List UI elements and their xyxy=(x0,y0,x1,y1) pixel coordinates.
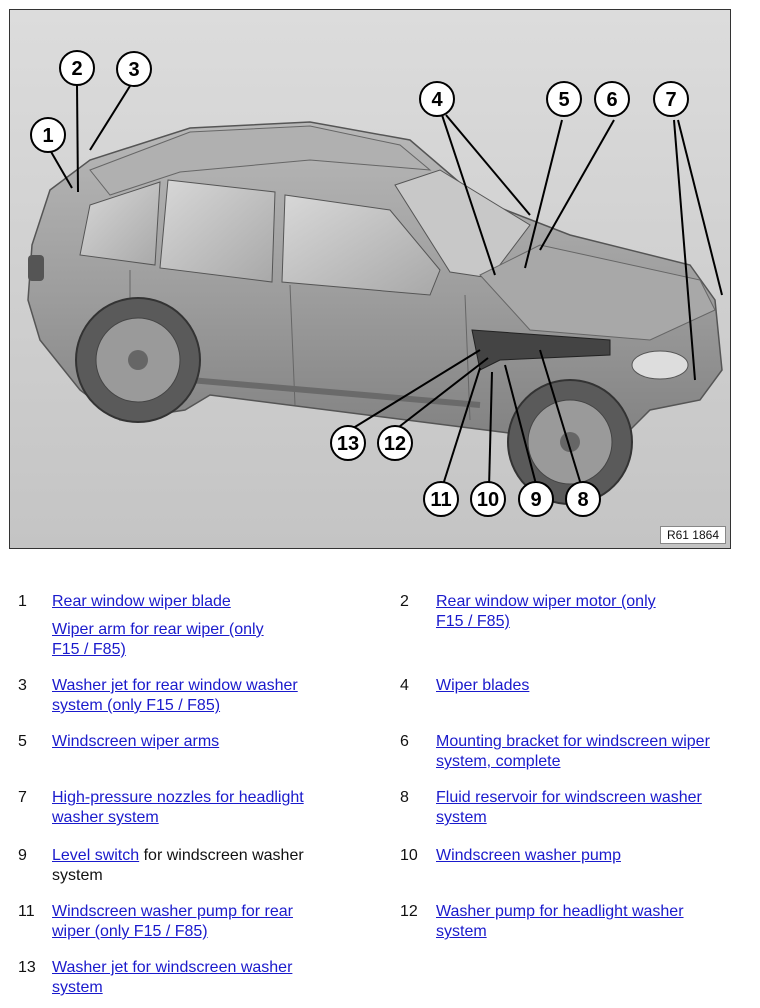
legend-number: 6 xyxy=(400,733,409,750)
svg-text:7: 7 xyxy=(665,89,677,111)
svg-text:13: 13 xyxy=(336,433,360,455)
callout-10 xyxy=(471,482,505,516)
legend-link[interactable]: F15 / F85) xyxy=(52,641,126,658)
level-switch-link[interactable]: Level switch xyxy=(52,847,140,864)
legend-link[interactable]: system (only F15 / F85) xyxy=(52,697,221,714)
legend-link[interactable]: Washer jet for rear window washer xyxy=(52,677,298,694)
legend-link[interactable]: Wiper blades xyxy=(436,677,530,694)
legend-link[interactable]: Windscreen washer pump xyxy=(436,847,621,864)
callout-12 xyxy=(378,426,412,460)
legend-number: 2 xyxy=(400,593,409,610)
svg-text:5: 5 xyxy=(558,89,570,111)
callout-2 xyxy=(60,51,94,85)
callout-1 xyxy=(31,118,65,152)
legend-number: 9 xyxy=(18,847,27,864)
svg-text:12: 12 xyxy=(383,433,407,455)
callout-6 xyxy=(595,82,629,116)
mid-side-window xyxy=(160,180,275,282)
legend-number: 4 xyxy=(400,677,409,694)
svg-text:9: 9 xyxy=(530,489,542,511)
legend-text: for windscreen washer xyxy=(139,847,304,864)
legend-link[interactable]: system xyxy=(52,979,103,996)
svg-text:8: 8 xyxy=(577,489,589,511)
svg-text:6: 6 xyxy=(606,89,618,111)
legend-link[interactable]: system, complete xyxy=(436,753,561,770)
callout-11 xyxy=(424,482,458,516)
legend-number: 5 xyxy=(18,733,27,750)
svg-text:1: 1 xyxy=(42,125,54,147)
callout-7 xyxy=(654,82,688,116)
svg-text:11: 11 xyxy=(430,489,452,511)
callout-3 xyxy=(117,52,151,86)
callout-8 xyxy=(566,482,600,516)
legend-link[interactable]: Fluid reservoir for windscreen washer xyxy=(436,789,702,806)
legend-number: 7 xyxy=(18,789,27,806)
svg-text:2: 2 xyxy=(71,58,83,80)
legend-link[interactable]: system xyxy=(436,923,487,940)
legend-number: 10 xyxy=(400,847,418,864)
svg-text:4: 4 xyxy=(431,89,443,111)
legend-link[interactable]: wiper (only F15 / F85) xyxy=(52,923,208,940)
legend-text: system xyxy=(52,867,103,884)
legend-link[interactable]: High-pressure nozzles for headlight xyxy=(52,789,304,806)
legend-number: 12 xyxy=(400,903,418,920)
rear-wheel xyxy=(76,298,200,422)
vehicle-illustration xyxy=(10,10,731,549)
legend-link[interactable]: washer system xyxy=(52,809,159,826)
legend-link[interactable]: F15 / F85) xyxy=(436,613,510,630)
callout-5 xyxy=(547,82,581,116)
legend-link[interactable]: Windscreen wiper arms xyxy=(52,733,220,750)
legend-link[interactable]: Wiper arm for rear wiper (only xyxy=(52,621,264,638)
callout-9 xyxy=(519,482,553,516)
legend-number: 13 xyxy=(18,959,36,976)
legend-number: 8 xyxy=(400,789,409,806)
figure-id-label: R61 1864 xyxy=(660,526,726,544)
svg-text:10: 10 xyxy=(476,489,500,511)
legend-number: 1 xyxy=(18,593,27,610)
legend-link[interactable]: Windscreen washer pump for rear xyxy=(52,903,293,920)
vehicle-figure xyxy=(9,9,731,549)
legend-link[interactable]: system xyxy=(436,809,487,826)
legend-line xyxy=(52,846,304,866)
legend-link[interactable]: Washer jet for windscreen washer xyxy=(52,959,293,976)
legend-link[interactable]: Rear window wiper motor (only xyxy=(436,593,656,610)
headlight xyxy=(632,351,688,379)
callout-4 xyxy=(420,82,454,116)
legend-link[interactable]: Mounting bracket for windscreen wiper xyxy=(436,733,710,750)
legend-number: 3 xyxy=(18,677,27,694)
legend-number: 11 xyxy=(18,903,35,920)
callout-13 xyxy=(331,426,365,460)
legend-link[interactable]: Washer pump for headlight washer xyxy=(436,903,684,920)
legend-link[interactable]: Rear window wiper blade xyxy=(52,593,231,610)
svg-text:3: 3 xyxy=(128,59,140,81)
